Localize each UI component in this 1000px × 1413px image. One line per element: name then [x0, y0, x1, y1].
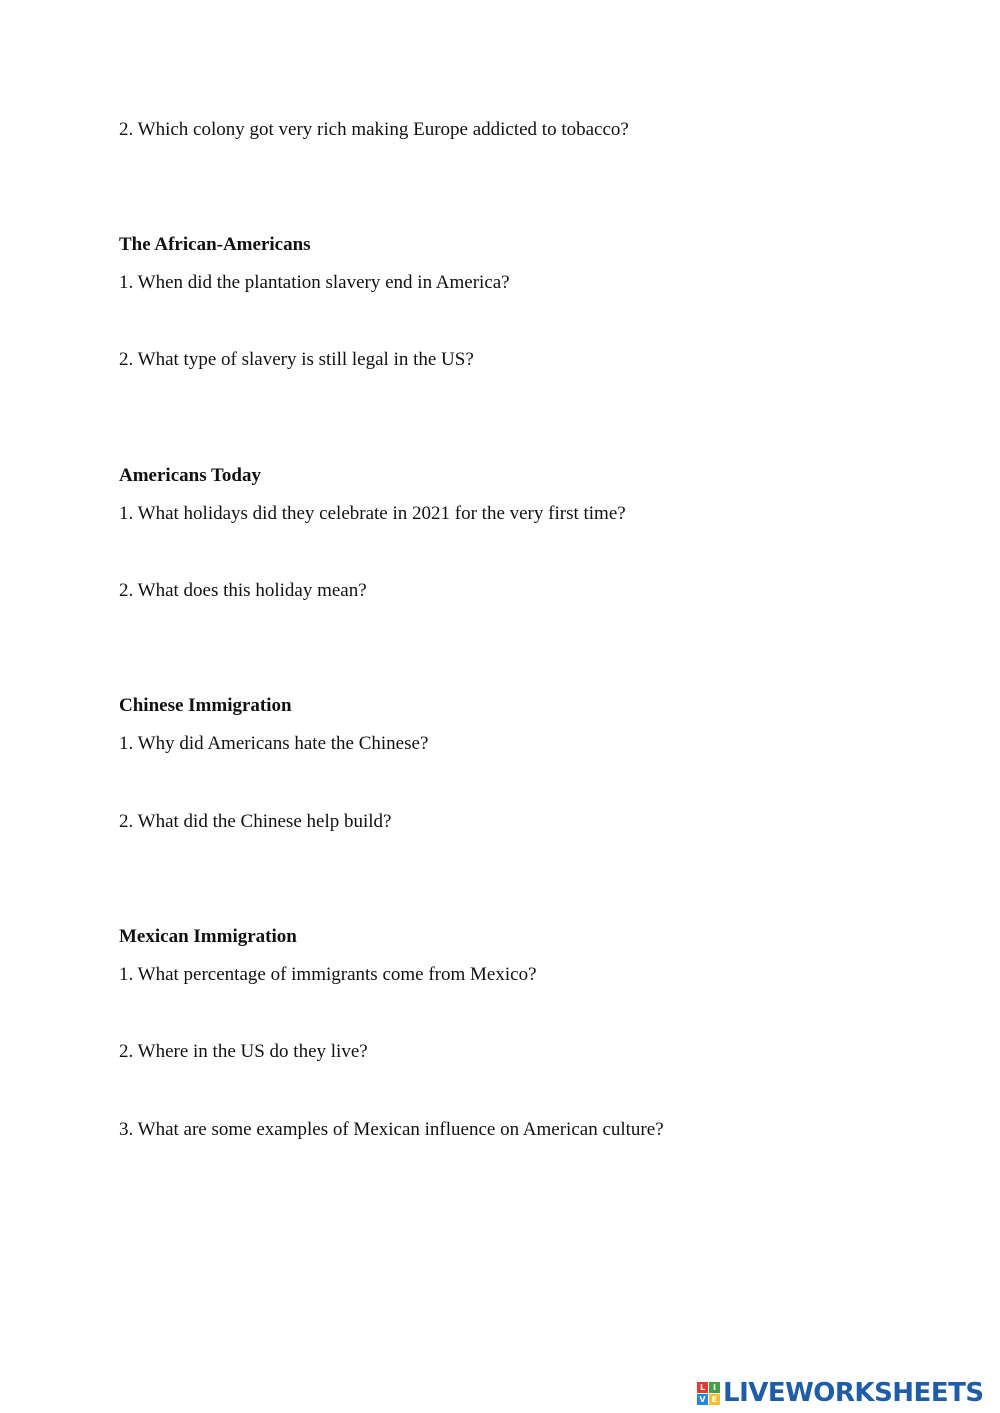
liveworksheets-logo [697, 1377, 984, 1409]
question-colony-tobacco: 2. Which colony got very rich making Europe addicted to tobacco? [119, 119, 629, 140]
question-slavery-legal: 2. What type of slavery is still legal in the US? [119, 349, 474, 370]
logo-mark-letter: I [709, 1382, 720, 1393]
section-heading-americans-today: Americans Today [119, 465, 261, 486]
question-where-live: 2. Where in the US do they live? [119, 1041, 368, 1062]
question-holidays-2021: 1. What holidays did they celebrate in 2021 for the very first time? [119, 503, 626, 524]
question-slavery-end: 1. When did the plantation slavery end in America? [119, 272, 510, 293]
question-holiday-meaning: 2. What does this holiday mean? [119, 580, 367, 601]
section-heading-mexican-immigration: Mexican Immigration [119, 926, 297, 947]
section-heading-african-americans: The African-Americans [119, 234, 311, 255]
question-mexican-influence: 3. What are some examples of Mexican influence on American culture? [119, 1119, 664, 1140]
liveworksheets-logo-mark [697, 1382, 720, 1405]
section-heading-chinese-immigration: Chinese Immigration [119, 695, 292, 716]
logo-mark-letter: E [709, 1394, 720, 1405]
question-chinese-build: 2. What did the Chinese help build? [119, 811, 392, 832]
question-hate-chinese: 1. Why did Americans hate the Chinese? [119, 733, 429, 754]
logo-mark-letter: V [697, 1394, 708, 1405]
logo-mark-letter: L [697, 1382, 708, 1393]
liveworksheets-logo-text: LIVEWORKSHEETS [723, 1378, 984, 1408]
question-mexico-percentage: 1. What percentage of immigrants come from Mexico? [119, 964, 537, 985]
